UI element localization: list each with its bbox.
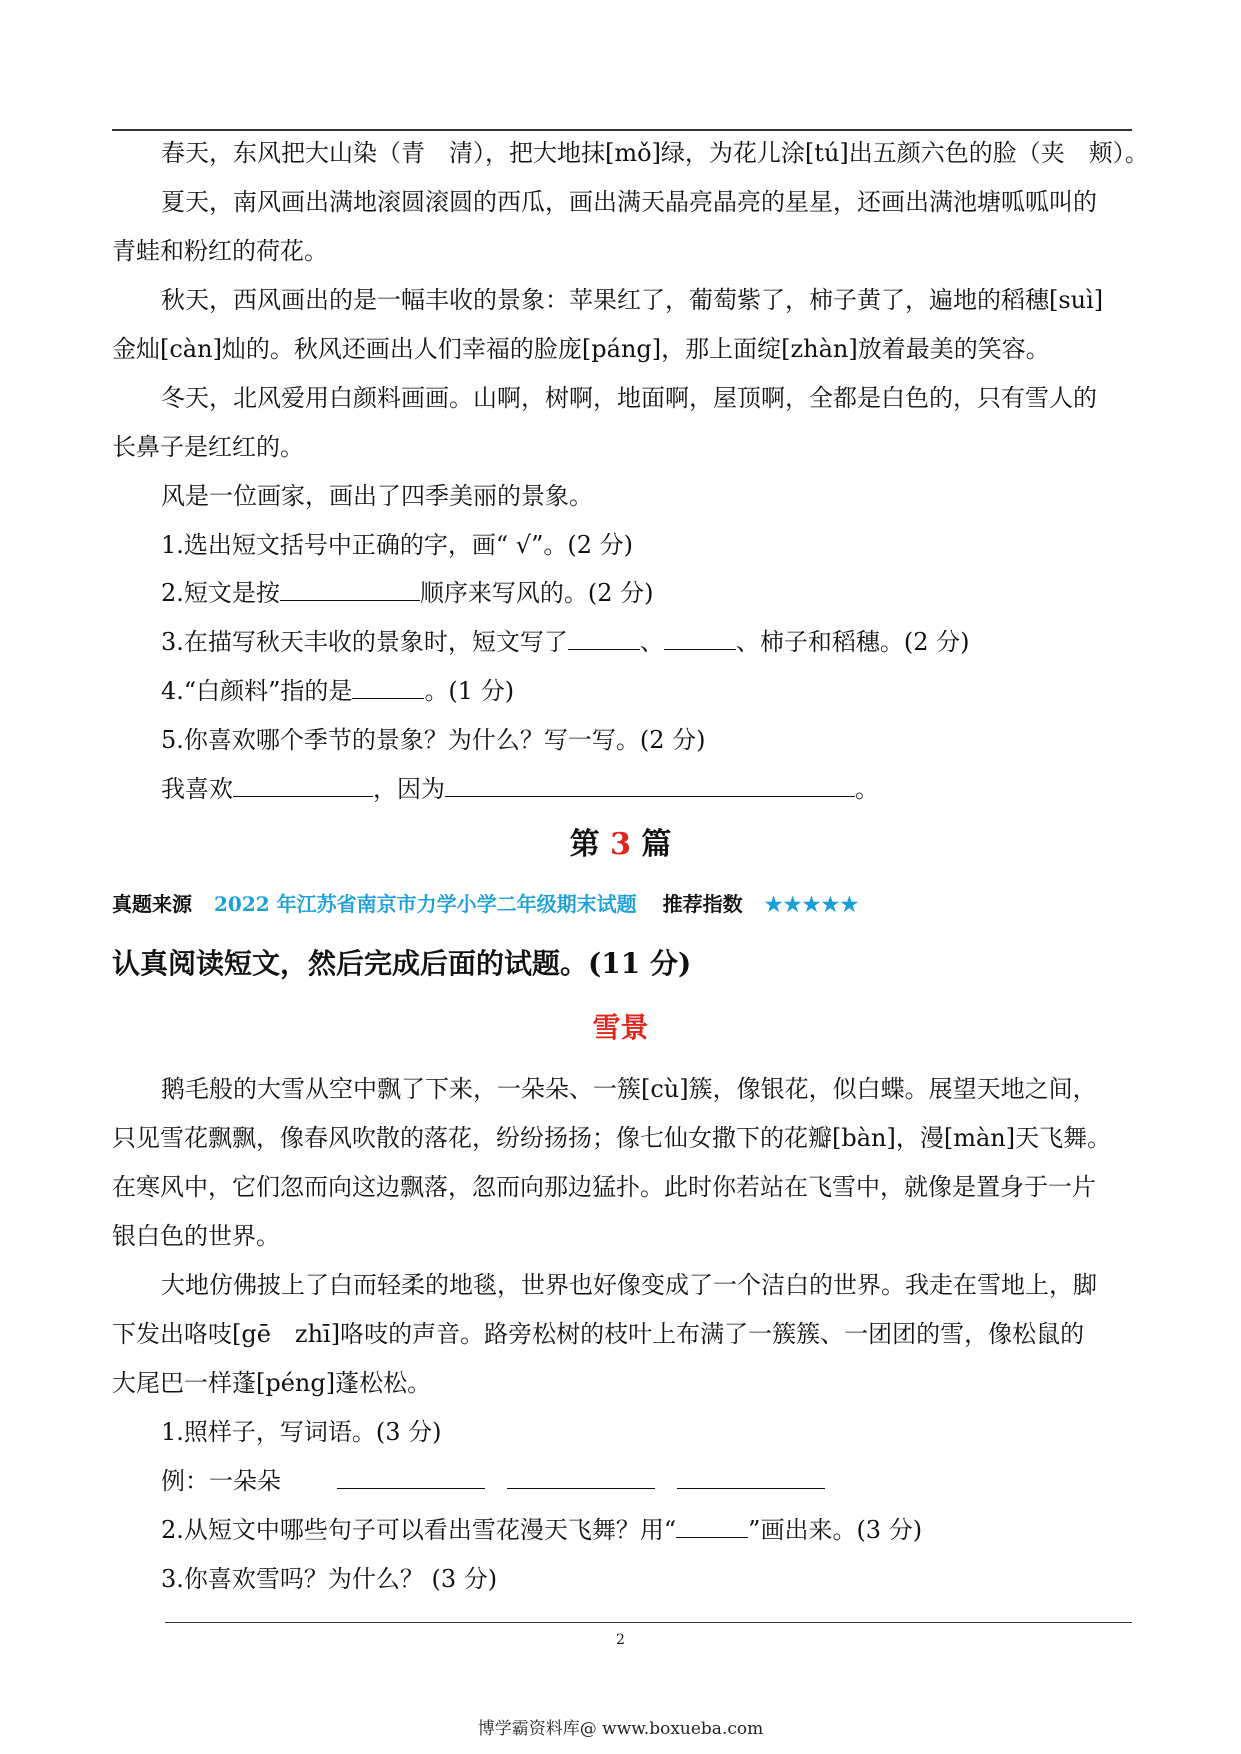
question-2-3-prefix: 3.在描写秋天丰收的景象时，短文写了	[161, 628, 568, 656]
passage2-paragraph-autumn-cont: 金灿[càn]灿的。秋风还画出人们幸福的脸庞[páng]，那上面绽[zhàn]放着最美的笑容。	[112, 335, 1050, 363]
watermark: 博学霸资料库@ www.boxueba.com	[477, 1719, 764, 1739]
page-number: 2	[616, 1632, 625, 1648]
passage2-paragraph-autumn: 秋天，西风画出的是一幅丰收的景象：苹果红了，葡萄紫了，柿子黄了，遍地的稻穗[suì]	[161, 286, 1104, 314]
passage3-paragraph-1-cont: 在寒风中，它们忽而向这边飘落，忽而向那边猛扑。此时你若站在飞雪中，就像是置身于一片	[112, 1173, 1096, 1201]
section-number: 3	[610, 827, 631, 862]
question-3-2-suffix: ”画出来。(3 分)	[748, 1516, 923, 1544]
passage2-paragraph-conclusion: 风是一位画家，画出了四季美丽的景象。	[161, 482, 593, 510]
passage3-paragraph-2: 大地仿佛披上了白而轻柔的地毯，世界也好像变成了一个洁白的世界。我走在雪地上，脚	[161, 1271, 1097, 1299]
passage2-paragraph-winter: 冬天，北风爱用白颜料画画。山啊，树啊，地面啊，屋顶啊，全都是白色的，只有雪人的	[161, 384, 1097, 412]
section-heading-prefix: 第	[569, 827, 611, 862]
question-2-4-prefix: 4.“白颜料”指的是	[161, 677, 353, 705]
question-2-3	[161, 626, 970, 658]
source-value: 2022 年江苏省南京市力学小学二年级期末试题	[214, 892, 637, 916]
answer-blank[interactable]	[337, 1466, 485, 1489]
passage2-paragraph-summer: 夏天，南风画出满地滚圆滚圆的西瓜，画出满天晶亮晶亮的星星，还画出满池塘呱呱叫的	[161, 188, 1097, 216]
section-heading-suffix: 篇	[630, 827, 672, 862]
answer-end: 。	[855, 775, 879, 803]
source-label: 真题来源	[112, 892, 192, 916]
answer-prefix: 我喜欢	[161, 775, 233, 803]
question-2-5: 5.你喜欢哪个季节的景象？为什么？写一写。(2 分)	[161, 726, 706, 754]
question-3-3: 3.你喜欢雪吗？为什么？ (3 分)	[161, 1565, 498, 1593]
question-2-3-separator: 、	[639, 628, 664, 656]
passage2-paragraph-winter-cont: 长鼻子是红红的。	[112, 433, 304, 461]
story-title: 雪景	[592, 1011, 649, 1044]
answer-blank[interactable]	[352, 676, 424, 699]
recommend-label: 推荐指数	[662, 892, 743, 916]
question-2-4	[161, 675, 514, 707]
answer-blank[interactable]	[664, 627, 736, 650]
question-2-3-suffix: 、柿子和稻穗。(2 分)	[735, 628, 970, 656]
passage3-paragraph-2-cont: 下发出咯吱[gē zhī]咯吱的声音。路旁松树的枝叶上布满了一簇簇、一团团的雪，像松鼠的	[112, 1320, 1085, 1348]
section-heading	[0, 825, 1241, 865]
passage2-paragraph-spring: 春天，东风把大山染（青 清），把大地抹[mǒ]绿，为花儿涂[tú]出五颜六色的脸（夹 颊）。	[161, 139, 1149, 167]
question-3-2-prefix: 2.从短文中哪些句子可以看出雪花漫天飞舞？用“	[161, 1516, 677, 1544]
answer-blank[interactable]	[507, 1466, 655, 1489]
question-3-2	[161, 1514, 922, 1546]
answer-blank[interactable]	[233, 774, 373, 797]
source-info-row	[112, 889, 859, 919]
question-2-5-answer	[161, 773, 879, 805]
passage3-paragraph-1-cont: 银白色的世界。	[112, 1222, 280, 1250]
question-3-1: 1.照样子，写词语。(3 分)	[161, 1418, 442, 1446]
answer-blank[interactable]	[568, 627, 640, 650]
answer-connector: ，因为	[373, 775, 445, 803]
recommend-stars: ★★★★★	[764, 892, 860, 916]
header-rule	[112, 129, 1132, 131]
question-3-1-example	[161, 1465, 825, 1497]
underline-sample	[676, 1515, 748, 1538]
passage2-paragraph-summer-cont: 青蛙和粉红的荷花。	[112, 237, 328, 265]
question-2-2	[161, 577, 654, 609]
question-2-2-prefix: 2.短文是按	[161, 579, 280, 607]
reading-instruction: 认真阅读短文，然后完成后面的试题。(11 分)	[112, 947, 692, 980]
question-2-2-suffix: 顺序来写风的。(2 分)	[419, 579, 654, 607]
answer-blank[interactable]	[445, 774, 855, 797]
footer-rule	[165, 1622, 1132, 1623]
question-2-1: 1.选出短文括号中正确的字，画“ √”。(2 分)	[161, 531, 633, 559]
answer-blank[interactable]	[280, 578, 420, 601]
passage3-paragraph-1: 鹅毛般的大雪从空中飘了下来，一朵朵、一簇[cù]簇，像银花，似白蝶。展望天地之间，	[161, 1075, 1097, 1103]
answer-blank[interactable]	[677, 1466, 825, 1489]
question-2-4-suffix: 。(1 分)	[424, 677, 515, 705]
example-word: 例：一朵朵	[161, 1467, 281, 1495]
passage3-paragraph-1-cont: 只见雪花飘飘，像春风吹散的落花，纷纷扬扬；像七仙女撒下的花瓣[bàn]，漫[màn]天飞舞。	[112, 1124, 1112, 1152]
passage3-paragraph-2-cont: 大尾巴一样蓬[péng]蓬松松。	[112, 1369, 432, 1397]
